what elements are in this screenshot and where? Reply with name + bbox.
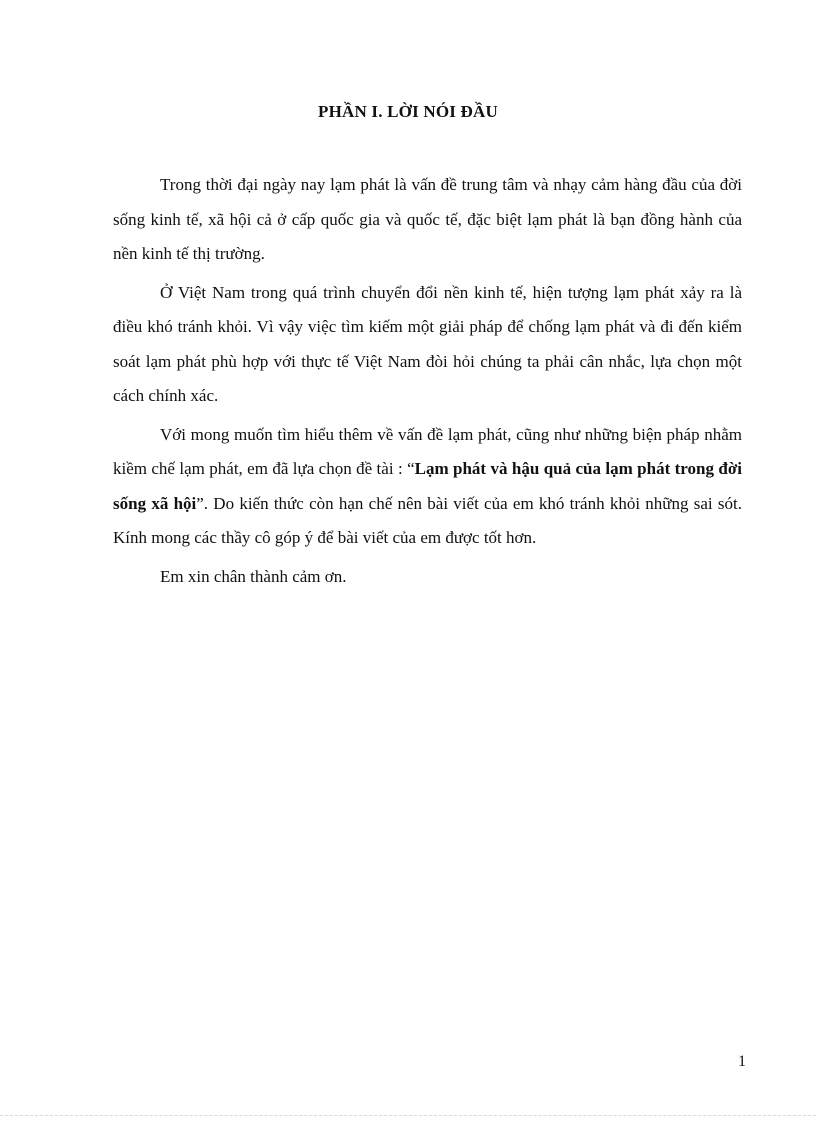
page-bottom-divider — [0, 1115, 816, 1116]
section-title: PHẦN I. LỜI NÓI ĐẦU — [318, 102, 498, 121]
page-number: 1 — [738, 1053, 746, 1070]
paragraph-intro: Trong thời đại ngày nay lạm phát là vấn đề trung tâm và nhạy cảm hàng đầu của đời sống kinh tế, xã hội cả ở cấp quốc gia và quốc tế, đặc biệt lạm phát là bạn đồng hành của nền kinh tế thị trường. — [113, 175, 742, 263]
paragraph-thanks: Em xin chân thành cảm ơn. — [160, 566, 347, 586]
topic-title: Lạm phát và hậu quả của lạm phát trong đời sống xã hội — [113, 459, 742, 513]
paragraph-topic — [113, 418, 742, 556]
document-body — [113, 168, 742, 598]
paragraph-topic-after: ”. Do kiến thức còn hạn chế nên bài viết của em khó tránh khỏi những sai sót. Kính mong các thầy cô góp ý để bài viết của em được tốt hơn. — [113, 493, 742, 547]
paragraph-topic-before: Với mong muốn tìm hiểu thêm về vấn đề lạm phát, cũng như những biện pháp nhằm kiềm chế lạm phát, em đã lựa chọn đề tài : “ — [113, 424, 742, 478]
paragraph-vietnam: Ở Việt Nam trong quá trình chuyển đổi nền kinh tế, hiện tượng lạm phát xảy ra là điều khó tránh khỏi. Vì vậy việc tìm kiếm một giải pháp để chống lạm phát và đi đến kiểm soát lạm phát phù hợp với thực tế Việt Nam đòi hỏi chúng ta phải cân nhắc, lựa chọn một cách chính xác. — [113, 282, 742, 405]
